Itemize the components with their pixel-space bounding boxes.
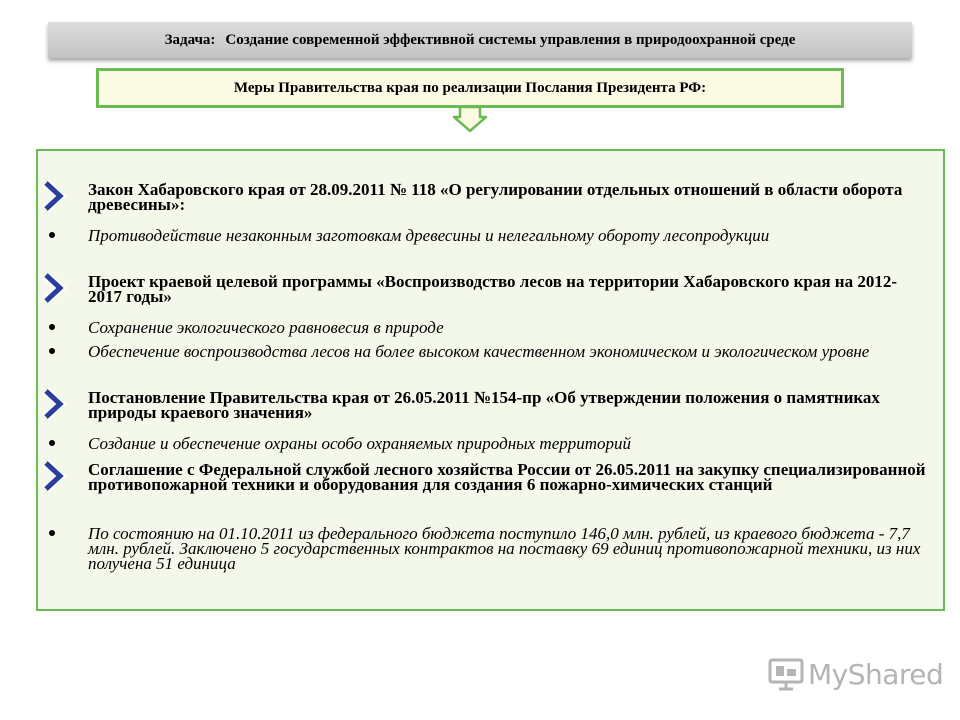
chevron-right-icon: [41, 272, 67, 304]
item-text: Закон Хабаровского края от 28.09.2011 № 118 «О регулировании отдельных отношений в области оборота древесины»:: [88, 180, 903, 214]
watermark-logo: [768, 654, 943, 694]
measures-title: Меры Правительства края по реализации Послания Президента РФ:: [233, 79, 707, 96]
content-panel: [36, 149, 945, 611]
bullet-dot: [49, 530, 55, 536]
task-label: Задача:: [164, 31, 216, 48]
task-text: Создание современной эффективной системы управления в природоохранной среде: [225, 31, 796, 48]
chevron-right-icon: [41, 180, 67, 212]
watermark-text: MyShared: [808, 657, 944, 691]
measures-header: [96, 68, 844, 108]
task-header: [48, 22, 912, 58]
list-item: [38, 344, 943, 359]
list-item: [38, 182, 943, 212]
list-item: [38, 320, 943, 335]
list-item: [38, 228, 943, 243]
chevron-right-icon: [41, 460, 67, 492]
list-item: [38, 462, 943, 492]
item-text: Противодействие незаконным заготовкам древесины и нелегальному обороту лесопродукции: [88, 226, 770, 245]
list-item: [38, 390, 943, 420]
item-text: Соглашение с Федеральной службой лесного хозяйства России от 26.05.2011 на закупку специализированной противопожарной техники и оборудования для создания 6 пожарно-химических станций: [88, 460, 926, 494]
chevron-right-icon: [41, 388, 67, 420]
item-text: Постановление Правительства края от 26.05.2011 №154-пр «Об утверждении положения о памятниках природы краевого значения»: [88, 388, 880, 422]
list-item: [38, 274, 943, 304]
list-item: [38, 526, 943, 571]
item-text: Обеспечение воспроизводства лесов на более высоком качественном экономическом и экологическом уровне: [88, 342, 870, 361]
bullet-dot: [49, 348, 55, 354]
bullet-dot: [49, 232, 55, 238]
presentation-icon: [768, 656, 804, 692]
item-text: Сохранение экологического равновесия в природе: [88, 318, 444, 337]
item-text: По состоянию на 01.10.2011 из федерального бюджета поступило 146,0 млн. рублей, из краевого бюджета - 7,7 млн. рублей. Заключено 5 государственных контрактов на поставку 69 единиц противопожарной техники, из них получена 51 единица: [88, 524, 921, 573]
bullet-dot: [49, 324, 55, 330]
list-item: [38, 436, 943, 451]
arrow-down-icon: [452, 106, 488, 132]
bullet-dot: [49, 440, 55, 446]
item-text: Проект краевой целевой программы «Воспроизводство лесов на территории Хабаровского края на 2012-2017 годы»: [88, 272, 897, 306]
item-text: Создание и обеспечение охраны особо охраняемых природных территорий: [88, 434, 632, 453]
